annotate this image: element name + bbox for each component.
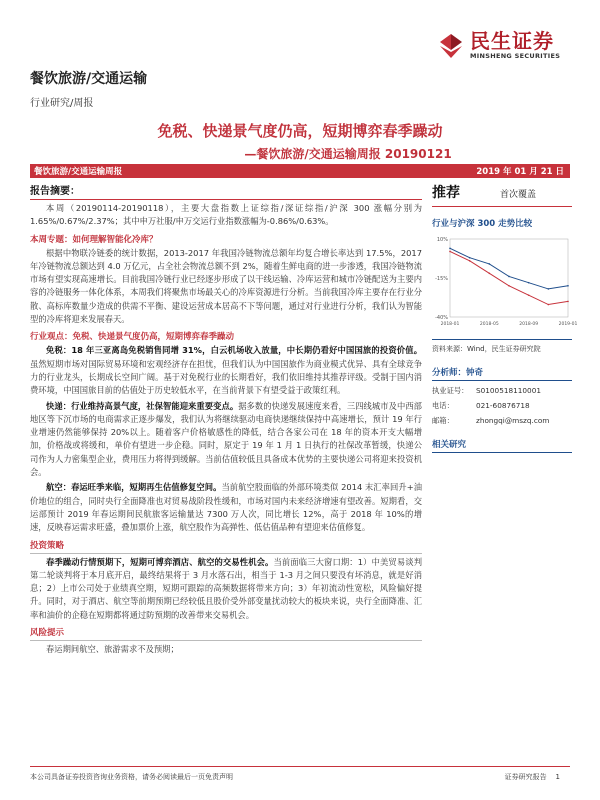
brand-logo [436,30,560,61]
chart-x-tick: 2018-05 [479,322,499,327]
chart-point [567,301,569,303]
rating-value: 首次覆盖 [500,190,537,200]
paragraph-risk: 春运期间航空、旅游需求不及预期； [46,644,179,655]
report-type: 行业研究/周报 [30,98,94,109]
rating-block [432,182,572,207]
chart-source: 资料来源：Wind，民生证券研究院 [432,339,572,354]
analyst-info-key: 执业证号： [432,386,469,395]
trend-chart [432,233,578,333]
analyst-heading: 分析师：钟奇 [432,366,572,381]
footer-divider [30,766,570,767]
analyst-info-value: zhongqi@mszq.com [476,416,550,425]
main-column [30,180,422,656]
brand-name-cn: 民生证券 [470,29,554,53]
chart-point [469,260,471,262]
duty-free-lead: 免税：18 年三亚离岛免税销售同增 31%，白云机场收入放量，中长期仍看好中国国旅的投资价值。 [46,345,422,356]
report-title: 免税、快递景气度仍高，短期博弈春季躁动 [157,122,443,140]
analyst-info-row [432,416,572,426]
chart-x-tick: 2018-01 [440,322,460,327]
paragraph-aviation [30,481,422,534]
report-subtitle: —餐饮旅游/交通运输周报 20190121 [244,147,452,161]
chart-x-tick: 2018-09 [519,322,539,327]
express-body: 据多数的快递发展速度来看，三四线城市及中西部地区等下沉市场的电商需求正逐步爆发，我们认为将继续驱动电商快递继续保持中高速增长，预计 19 年行业增速仍然能够保持 20%以上。随着客户价格敏感性的降低，结合各家公司在 18 年的资本开支大幅增加，价格战或将缓和，单价有望进一步企稳。同时，原定于 19 年 1 月 1 日执行的社保改革暂缓，快递公司作为人力密集型企业，费用压力将得到缓解。当前估值较低且具备成本优势的主要快递公司将迎来投资机会。 [30,400,422,478]
paragraph-market: 本周（20190114-20190118），主要大盘指数上证综指/深证综指/沪深 300 涨幅分别为 1.65%/0.67%/2.37%；其中申万社服/申万交运行业指数涨幅为-0.86%/0.63%。 [30,203,422,227]
analyst-info-value: S0100518110001 [476,386,541,395]
chart-point [548,288,550,290]
chart-point [508,285,510,287]
sidebar [432,180,578,453]
topic-heading: 本周专题：如何理解智能化冷库？ [30,234,158,245]
chart-series-line-1 [450,248,568,289]
chart-y-tick: -15% [435,276,448,282]
chart-point [528,282,530,284]
summary-heading: 报告摘要： [30,186,80,197]
footer-right [505,772,560,782]
related-research-heading: 相关研究 [432,438,572,453]
sector-label: 餐饮旅游/交通运输 [30,71,148,87]
divider [30,640,422,641]
express-lead: 快递：行业维持高景气度，社保智能迎来重要变点。 [46,400,239,411]
chart-y-tick: -40% [435,315,448,321]
analyst-info-key: 电话： [432,401,454,410]
strategy-lead: 春季躁动行情预期下，短期可博弈酒店、航空的交易性机会。 [46,556,274,567]
analyst-info-row [432,401,572,411]
footer-report-type: 证券研究报告 [504,773,547,781]
footer [30,772,570,782]
rating-label: 推荐 [432,185,460,201]
chart-point [489,273,491,275]
chart-y-tick: 10% [436,237,448,243]
header-bar-date: 2019 年 01 月 21 日 [476,167,564,177]
header-bar [30,164,570,178]
risk-heading: 风险提示 [30,628,65,639]
chart-point [469,257,471,259]
chart-series-line-0 [450,251,568,304]
chart-point [548,304,550,306]
chart-point [567,285,569,287]
paragraph-cold-chain: 根据中物联冷链委的统计数据，2013-2017 年我国冷链物流总额年均复合增长率达到 17.5%，2017 年冷链物流总额达到 4.0 万亿元，占全社会物流总额不到 2%，随着生鲜电商的进一步渗透，我国冷链物流市场有望实现高速增长。目前我国冷链行业已经逐步形成了以干线运输、冷库运营和城市冷链配送为主要内容的冷链服务一体化体系，本周我们将聚焦市场最关心的冷库资源进行分析。当前我国冷库主要存在行业分散、高标库数量少造成的供需不平衡、建设运营成本居高不下等问题，通过对行业进行分析，我们认为智能型的冷库将迎来发展春天。 [30,247,422,325]
chart-frame [450,239,568,317]
paragraph-duty-free [30,344,422,397]
chart-point [449,251,451,253]
analyst-info [432,386,572,426]
divider [30,199,422,200]
duty-free-body: 虽然短期市场对国际贸易环境和宏观经济存在担忧，但我们认为中国国旅作为商业模式优异、具有全球竞争力的行业龙头，长期成长空间广阔。基于对免税行业的长期看好，我们依旧维持其推荐评级。受制于国内消费环境，中国国旅目前的估值处于历史较低水平，在当前背景下有望受益于政策红利。 [30,358,422,396]
chart-heading: 行业与沪深 300 走势比较 [432,219,533,229]
brand-name-en: MINSHENG SECURITIES [470,52,561,60]
industry-view-heading: 行业观点：免税、快递景气度仍高，短期博弈春季躁动 [30,332,235,343]
strategy-heading: 投资策略 [30,540,65,551]
page-number: 1 [555,773,560,781]
chart-x-tick: 2019-01 [558,322,578,327]
chart-point [528,294,530,296]
aviation-body: 当前航空股面临的外部环境类似 2014 末汇率回升+油价地位的组合，同时央行全面降准也对贸易战阶段性缓和，市场对国内未来经济增速有望改善。短期看，交运部预计 2019 年春运期间民航旅客运输量达 7300 万人次，同比增长 12%，高于 2018 年 10%的增速，反映春运需求旺盛，叠加票价上涨，航空股作为高弹性、低估值品种有望迎来估值修复。 [30,482,422,533]
brand-mark-icon [436,32,466,60]
paragraph-strategy [30,556,422,622]
strategy-body: 当前面临三大窗口期：1）中美贸易谈判第二轮谈判将于本月底开启，最终结果将于 3 月水落石出，相当于 1-3 月之间只要没有坏消息，就是好消息；2）上市公司处于业绩真空期，短期可跟踪的高频数据将带来方向；3）年初流动性宽松，风险偏好提升。同时，对于酒店、航空等前期预期已经较低且股价受外部变量扰动较大的板块来说，央行全面降准、汇率和油价的企稳在短期都将通过防预期的改善带来交易机会。 [30,556,422,620]
chart-point [449,248,451,250]
paragraph-express [30,400,422,480]
aviation-lead: 航空：春运旺季来临，短期再生估值修复空间。 [46,482,222,493]
chart-point [489,263,491,265]
header-bar-label: 餐饮旅游/交通运输周报 [34,167,123,177]
divider [30,553,422,554]
analyst-info-key: 邮箱： [432,416,454,425]
footer-disclaimer: 本公司具备证券投资咨询业务资格，请务必阅读最后一页免责声明 [30,773,233,781]
chart-point [508,276,510,278]
analyst-info-row [432,386,572,396]
analyst-info-value: 021-60876718 [476,401,530,410]
